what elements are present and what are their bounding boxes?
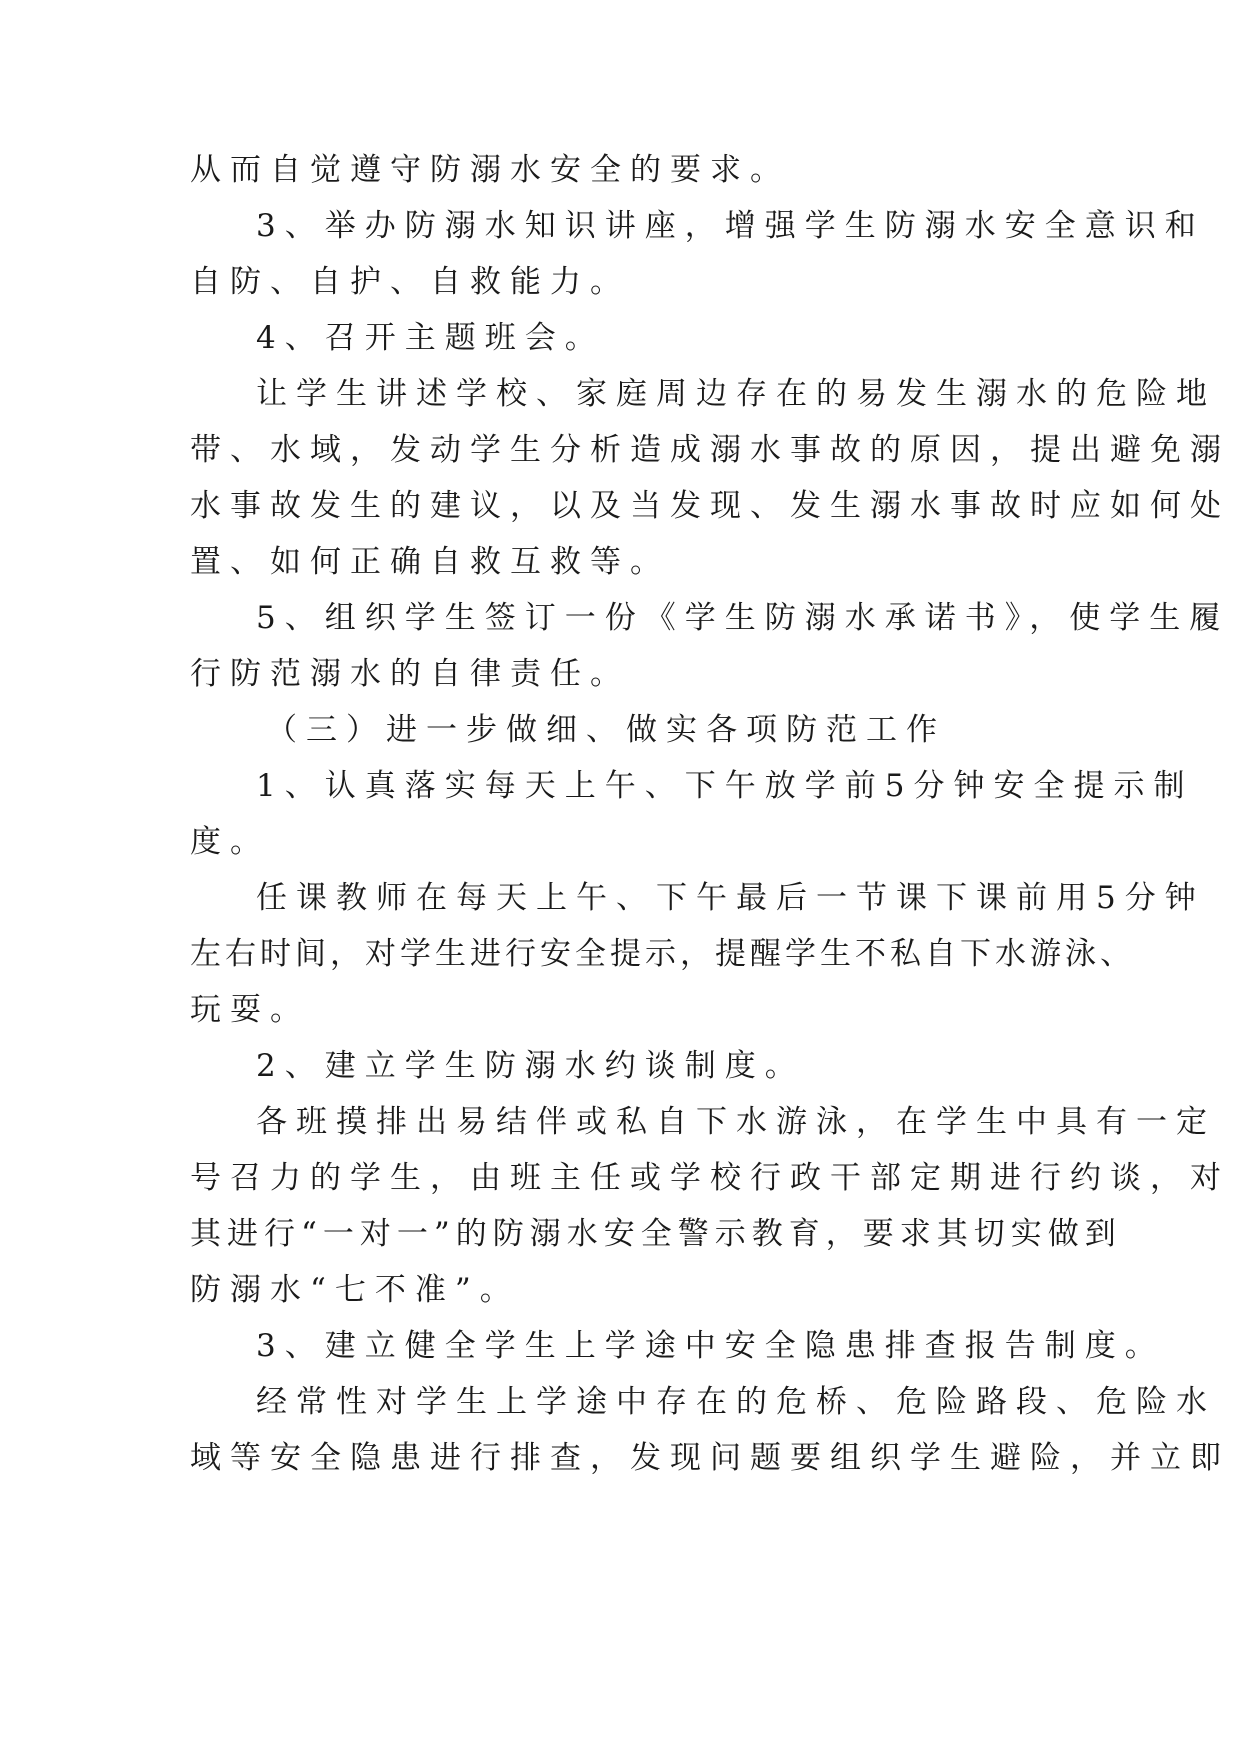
text-line: 4、召开主题班会。 [256, 320, 605, 356]
text-line: 3、建立健全学生上学途中安全隐患排查报告制度。 [256, 1328, 1165, 1364]
text-line: 左右时间，对学生进行安全提示，提醒学生不私自下水游泳、 [190, 936, 1135, 972]
section-heading: （三）进一步做细、做实各项防范工作 [266, 712, 946, 748]
text-line: 玩耍。 [190, 992, 310, 1028]
text-line: 各班摸排出易结伴或私自下水游泳，在学生中具有一定 [256, 1104, 1216, 1140]
text-line: 其进行“一对一”的防溺水安全警示教育，要求其切实做到 [190, 1216, 1122, 1252]
text-line: 行防范溺水的自律责任。 [190, 656, 630, 692]
text-line: 号召力的学生，由班主任或学校行政干部定期进行约谈，对 [190, 1160, 1230, 1196]
text-line: 1、认真落实每天上午、下午放学前5分钟安全提示制 [256, 768, 1194, 804]
text-line: 从而自觉遵守防溺水安全的要求。 [190, 152, 790, 188]
text-line: 2、建立学生防溺水约谈制度。 [256, 1048, 805, 1084]
text-line: 让学生讲述学校、家庭周边存在的易发生溺水的危险地 [256, 376, 1216, 412]
text-line: 经常性对学生上学途中存在的危桥、危险路段、危险水 [256, 1384, 1216, 1420]
text-line: 置、如何正确自救互救等。 [190, 544, 670, 580]
text-line: 任课教师在每天上午、下午最后一节课下课前用5分钟 [256, 880, 1205, 916]
text-line: 域等安全隐患进行排查，发现问题要组织学生避险，并立即 [190, 1440, 1230, 1476]
text-line: 水事故发生的建议，以及当发现、发生溺水事故时应如何处 [190, 488, 1230, 524]
text-line: 3、举办防溺水知识讲座，增强学生防溺水安全意识和 [256, 208, 1205, 244]
text-line: 5、组织学生签订一份《学生防溺水承诺书》，使学生履 [256, 600, 1230, 636]
text-line: 自防、自护、自救能力。 [190, 264, 630, 300]
text-line: 带、水域，发动学生分析造成溺水事故的原因，提出避免溺 [190, 432, 1230, 468]
text-line: 度。 [190, 824, 270, 860]
text-line: 防溺水“七不准”。 [190, 1272, 520, 1308]
